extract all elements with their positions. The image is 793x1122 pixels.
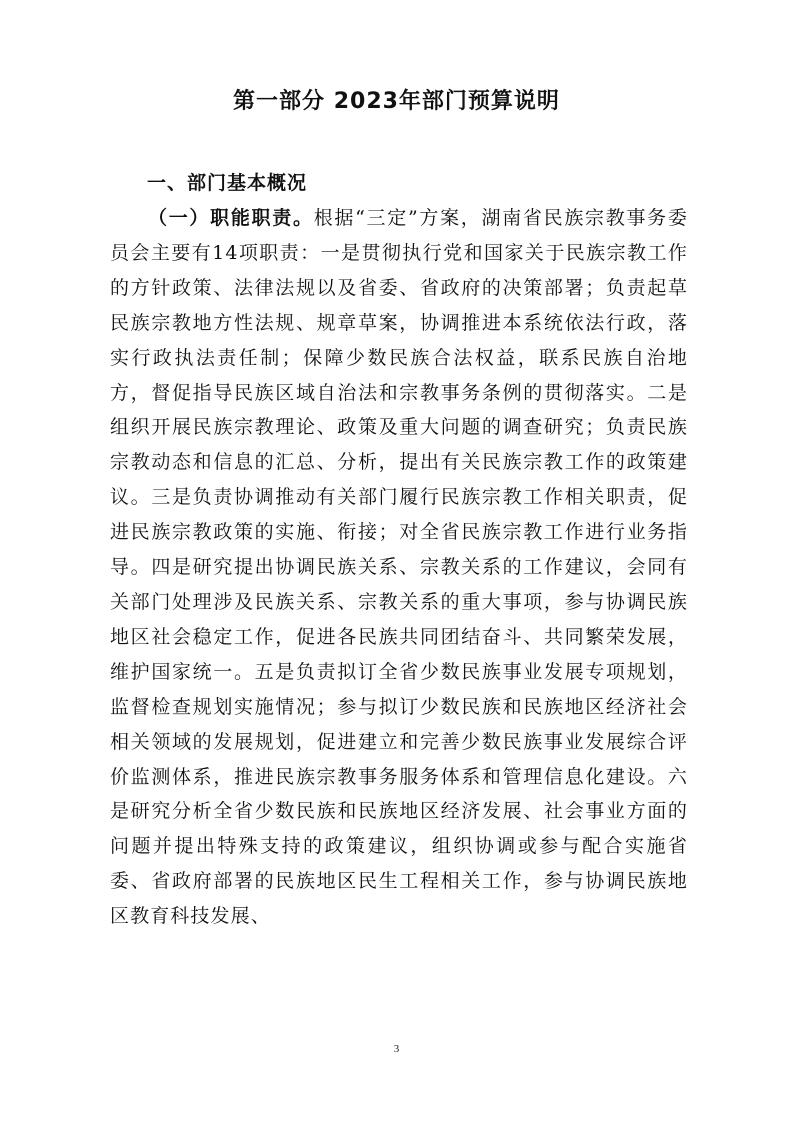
paragraph-lead: （一）职能职责。	[148, 207, 314, 229]
page-number: 3	[393, 1043, 400, 1055]
body-paragraph	[110, 201, 688, 934]
paragraph-text: 根据“三定”方案，湖南省民族宗教事务委员会主要有14项职责：一是贯彻执行党和国家关于民族宗教工作的方针政策、法律法规以及省委、省政府的决策部署；负责起草民族宗教地方性法规、规章草案，协调推进本系统依法行政，落实行政执法责任制；保障少数民族合法权益，联系民族自治地方，督促指导民族区域自治法和宗教事务条例的贯彻落实。二是组织开展民族宗教理论、政策及重大问题的调查研究；负责民族宗教动态和信息的汇总、分析，提出有关民族宗教工作的政策建议。三是负责协调推动有关部门履行民族宗教工作相关职责，促进民族宗教政策的实施、衔接；对全省民族宗教工作进行业务指导。四是研究提出协调民族关系、宗教关系的工作建议，会同有关部门处理涉及民族关系、宗教关系的重大事项，参与协调民族地区社会稳定工作，促进各民族共同团结奋斗、共同繁荣发展，维护国家统一。五是负责拟订全省少数民族事业发展专项规划，监督检查规划实施情况；参与拟订少数民族和民族地区经济社会相关领域的发展规划，促进建立和完善少数民族事业发展综合评价监测体系，推进民族宗教事务服务体系和管理信息化建设。六是研究分析全省少数民族和民族地区经济发展、社会事业方面的问题并提出特殊支持的政策建议，组织协调或参与配合实施省委、省政府部署的民族地区民生工程相关工作，参与协调民族地区教育科技发展、	[110, 207, 688, 928]
section-heading: 一、部门基本概况	[147, 172, 308, 194]
page-title: 第一部分 2023年部门预算说明	[233, 89, 560, 114]
